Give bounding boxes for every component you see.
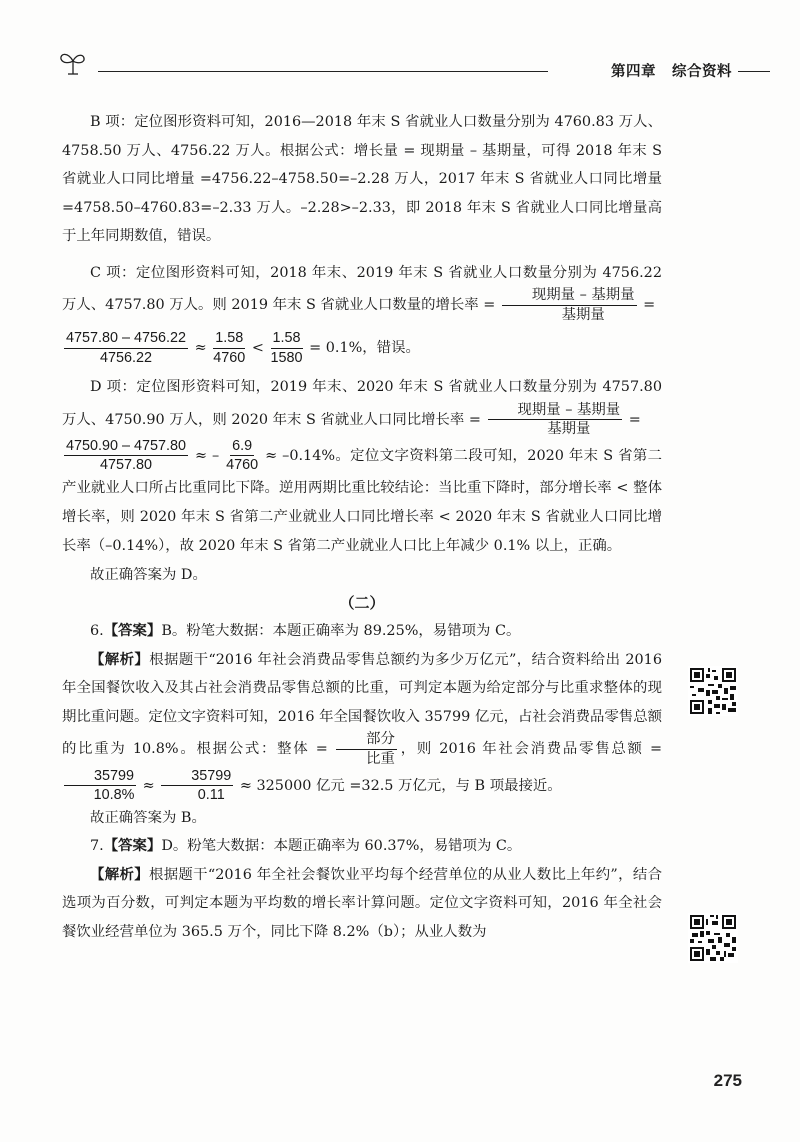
option-c-equation: $\frac{4757.80 - 4756.22}{4756.22}$ ≈ $\frac{1.58}{4760}$ < $\frac{1.58}{1580}$ = 0.1%，错误。: [66, 330, 420, 366]
fraction: $\frac{1.58}{4760}$: [213, 330, 246, 366]
final-answer-1: 故正确答案为 D。: [90, 566, 207, 583]
option-b-analysis: B 项：定位图形资料可知，2016—2018 年末 S 省就业人口数量分别为 4760.83 万人、4758.50 万人、4756.22 万人。根据公式：增长量 = 现期量 – 基期量，可得 2018 年末 S 省就业人口同比增量 =4756.22–4758.50=–2.28 万人，2017 年末 S 省就业人口同比增量 =4758.50–4760.83=–2.33 万人。–2.28>–2.33，即 2018 年末 S 省就业人口同比增量高于上年同期数值，错误。: [62, 114, 662, 244]
fraction: $\frac{1.58}{1580}$: [270, 330, 303, 366]
sprout-icon: [58, 50, 88, 76]
qr-code-graphic: [688, 913, 738, 963]
q6-analysis: 【解析】根据题干“2016 年社会消费品零售总额约为多少万亿元”，结合资料给出 2016 年全国餐饮收入及其占社会消费品零售总额的比重，可判定本题为给定部分与比重求整体的现期比重问题。定位文字资料可知，2016 年全国餐饮收入 35799 亿元，占社会消费品零售总额的比重为 10.8%。根据公式：整体 = $\frac{\text{部分}}{\text{比重}}$ ，则 2016 年社会消费品零售总额 = $\frac{35799}{10.8\%}$ ≈ $\frac{35799}{0.11}$ ≈ 325000 亿元 =32.5 万亿元，与 B 项最接近。: [62, 651, 662, 804]
q7-analysis: 【解析】根据题干“2016 年全社会餐饮业平均每个经营单位的从业人数比上年约”，结合选项为百分数，可判定本题为平均数的增长率计算问题。定位文字资料可知，2016 年全社会餐饮业经营单位为 365.5 万个，同比下降 8.2%（b）；从业人数为: [62, 866, 662, 940]
final-answer-2: 故正确答案为 B。: [90, 809, 206, 826]
option-d-analysis: D 项：定位图形资料可知，2019 年末、2020 年末 S 省就业人口数量分别为 4757.80 万人、4750.90 万人，则 2020 年末 S 省就业人口同比增长率 = $\frac{\text{现期量 – 基期量}}{\text{基期量}}$ =: [62, 379, 662, 438]
page-number: 275: [713, 1071, 742, 1090]
qr-code-graphic: [688, 666, 738, 716]
growth-rate-formula: $\frac{\text{现期量 – 基期量}}{\text{基期量}}$: [502, 287, 637, 323]
fraction: $\frac{4750.90 - 4757.80}{4757.80}$: [66, 437, 187, 474]
q6-answer: 6.【答案】B。粉笔大数据：本题正确率为 89.25%，易错项为 C。: [90, 623, 521, 640]
chapter-name: 综合资料: [672, 64, 732, 80]
page-body: [62, 108, 662, 946]
qr-code-icon[interactable]: [688, 666, 738, 716]
header-rule: [98, 71, 548, 72]
whole-formula: $\frac{\text{部分}}{\text{比重}}$: [336, 731, 397, 767]
fraction: $\frac{4757.80 - 4756.22}{4756.22}$: [66, 330, 187, 366]
page-header: [40, 44, 770, 84]
growth-rate-formula: $\frac{\text{现期量 – 基期量}}{\text{基期量}}$: [488, 402, 623, 438]
chapter-title: [611, 60, 732, 81]
qr-code-icon[interactable]: [688, 913, 738, 963]
fraction: $\frac{35799}{10.8\%}$: [64, 768, 136, 804]
fraction: $\frac{6.9}{4760}$: [226, 437, 259, 474]
section-heading: （二）: [339, 594, 385, 613]
chapter-number: 第四章: [611, 64, 656, 80]
q7-answer: 7.【答案】D。粉笔大数据：本题正确率为 60.37%，易错项为 C。: [90, 838, 522, 855]
header-rule-end: [738, 71, 770, 72]
option-c-analysis: C 项：定位图形资料可知，2018 年末、2019 年末 S 省就业人口数量分别为 4756.22 万人、4757.80 万人。则 2019 年末 S 省就业人口数量的增长率 = $\frac{\text{现期量 – 基期量}}{\text{基期量}}$ =: [62, 264, 662, 323]
fraction: $\frac{35799}{0.11}$: [161, 768, 233, 804]
option-d-equation: $\frac{4750.90 - 4757.80}{4757.80}$ ≈ – $\frac{6.9}{4760}$ ≈ –0.14%。定位文字资料第二段可知，2020 年末 S 省第二产业就业人口所占比重同比下降。逆用两期比重比较结论：当比重下降时，部分增长率 < 整体增长率，则 2020 年末 S 省第二产业就业人口同比增长率 < 2020 年末 S 省就业人口同比增长率（–0.14%），故 2020 年末 S 省第二产业就业人口比上年减少 0.1% 以上，正确。: [62, 437, 663, 554]
